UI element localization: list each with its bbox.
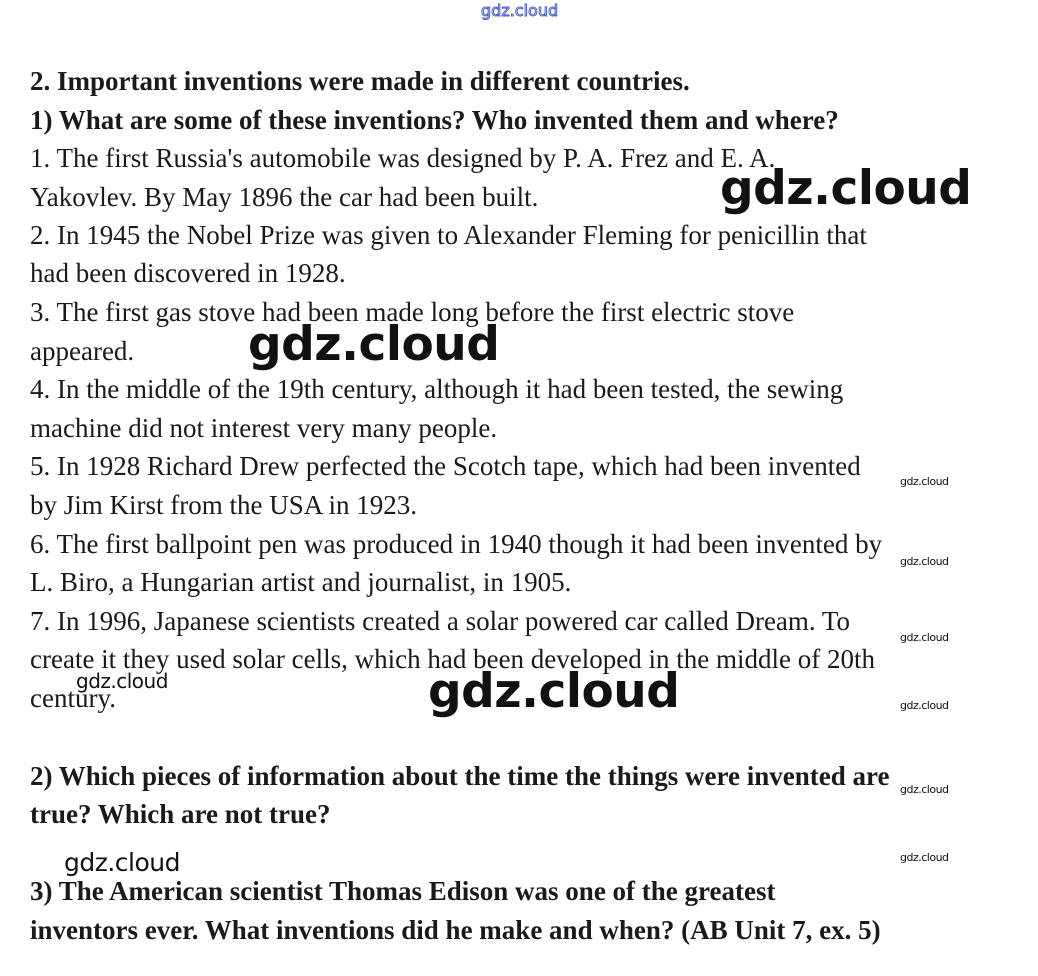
watermark-small-3: gdz.cloud [900,631,949,644]
watermark-small-4: gdz.cloud [900,699,949,712]
answer-7-line-2: create it they used solar cells, which had been developed in the middle of 20th [30,644,875,674]
question-1-heading: 1) What are some of these inventions? Who invented them and where? [30,105,839,135]
watermark-large-1: gdz.cloud [720,161,972,216]
answer-2-line-2: had been discovered in 1928. [30,258,346,288]
question-2-line-2: true? Which are not true? [30,799,331,829]
watermark-top: gdz.cloud [481,1,559,20]
answer-5-line-2: by Jim Kirst from the USA in 1923. [30,490,418,520]
answer-4-line-1: 4. In the middle of the 19th century, although it had been tested, the sewing [30,374,844,404]
watermark-small-1: gdz.cloud [900,475,949,488]
question-2-line-1: 2) Which pieces of information about the time the things were invented are [30,761,890,791]
answer-5-line-1: 5. In 1928 Richard Drew perfected the Scotch tape, which had been invented [30,451,861,481]
answer-3-line-2: appeared. [30,336,135,366]
question-3-line-2: inventors ever. What inventions did he make and when? (AB Unit 7, ex. 5) [30,915,881,945]
answer-7-line-1: 7. In 1996, Japanese scientists created a solar powered car called Dream. To [30,606,851,636]
answer-7-line-3: century. [30,683,116,713]
answer-6-line-2: L. Biro, a Hungarian artist and journalist, in 1905. [30,567,572,597]
watermark-medium-1: gdz.cloud [76,669,168,693]
answer-2-line-1: 2. In 1945 the Nobel Prize was given to Alexander Fleming for penicillin that [30,220,867,250]
answer-6-line-1: 6. The first ballpoint pen was produced in 1940 though it had been invented by [30,529,883,559]
task-heading: 2. Important inventions were made in different countries. [30,66,690,96]
watermark-small-2: gdz.cloud [900,555,949,568]
answer-3-line-1: 3. The first gas stove had been made long before the first electric stove [30,297,795,327]
answer-1-line-2: Yakovlev. By May 1896 the car had been built. [30,182,539,212]
watermark-small-6: gdz.cloud [900,851,949,864]
watermark-large-3: gdz.cloud [428,664,680,719]
watermark-small-5: gdz.cloud [900,783,949,796]
answer-4-line-2: machine did not interest very many people. [30,413,498,443]
answer-1-line-1: 1. The first Russia's automobile was designed by P. A. Frez and E. A. [30,143,776,173]
watermark-large-2: gdz.cloud [248,317,500,372]
watermark-medium-2: gdz.cloud [64,848,181,877]
question-3-line-1: 3) The American scientist Thomas Edison was one of the greatest [30,876,776,906]
